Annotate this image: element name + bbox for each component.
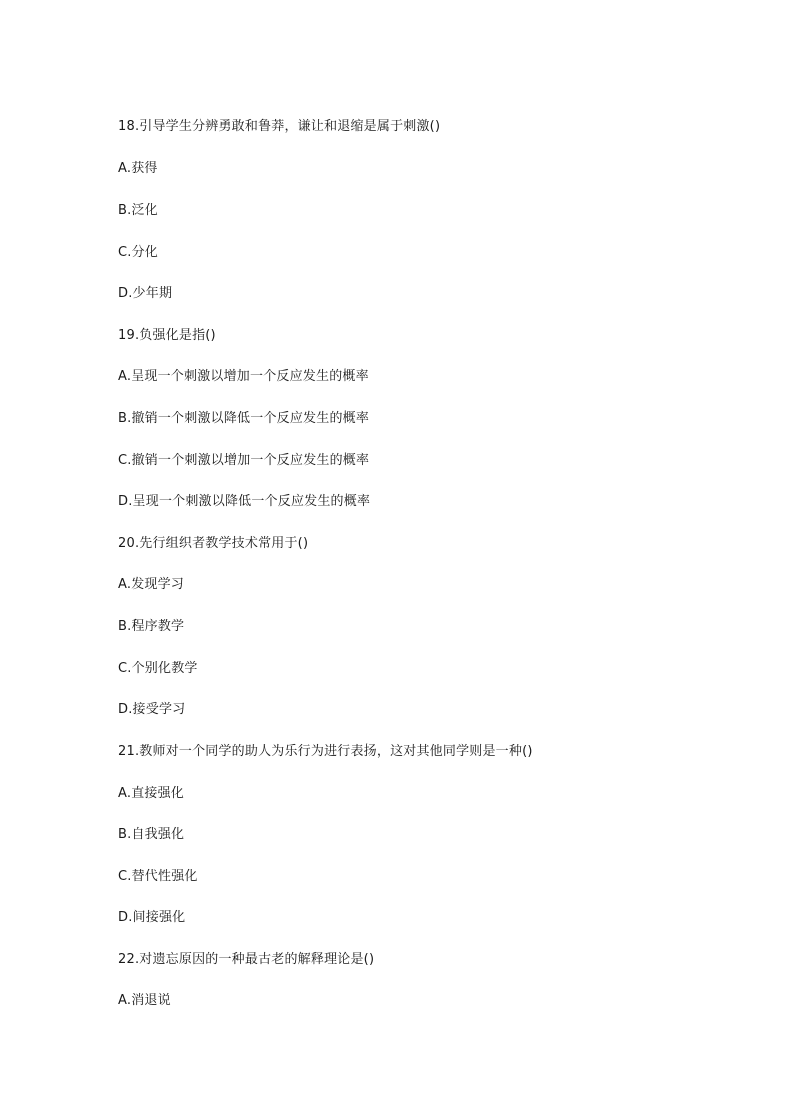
- question-18-stem: 18.引导学生分辨勇敢和鲁莽，谦让和退缩是属于刺激(): [118, 119, 441, 134]
- question-21-option-b: B.自我强化: [118, 827, 185, 842]
- question-19-option-c: C.撤销一个刺激以增加一个反应发生的概率: [118, 453, 370, 468]
- question-21-stem: 21.教师对一个同学的助人为乐行为进行表扬，这对其他同学则是一种(): [118, 744, 533, 759]
- question-19-option-d: D.呈现一个刺激以降低一个反应发生的概率: [118, 494, 371, 509]
- question-18-option-c: C.分化: [118, 245, 159, 260]
- question-21-option-a: A.直接强化: [118, 786, 184, 801]
- question-22-option-a: A.消退说: [118, 993, 171, 1008]
- question-20-option-c: C.个别化教学: [118, 661, 198, 676]
- question-19-stem: 19.负强化是指(): [118, 328, 216, 343]
- question-18-option-a: A.获得: [118, 161, 158, 176]
- question-18-option-d: D.少年期: [118, 286, 173, 301]
- question-19-option-b: B.撤销一个刺激以降低一个反应发生的概率: [118, 411, 370, 426]
- question-20-option-b: B.程序教学: [118, 619, 185, 634]
- question-20-stem: 20.先行组织者教学技术常用于(): [118, 536, 309, 551]
- question-22-stem: 22.对遗忘原因的一种最古老的解释理论是(): [118, 952, 375, 967]
- question-18-option-b: B.泛化: [118, 203, 158, 218]
- question-21-option-c: C.替代性强化: [118, 869, 198, 884]
- question-21-option-d: D.间接强化: [118, 910, 186, 925]
- question-20-option-a: A.发现学习: [118, 577, 184, 592]
- question-19-option-a: A.呈现一个刺激以增加一个反应发生的概率: [118, 369, 369, 384]
- question-20-option-d: D.接受学习: [118, 702, 186, 717]
